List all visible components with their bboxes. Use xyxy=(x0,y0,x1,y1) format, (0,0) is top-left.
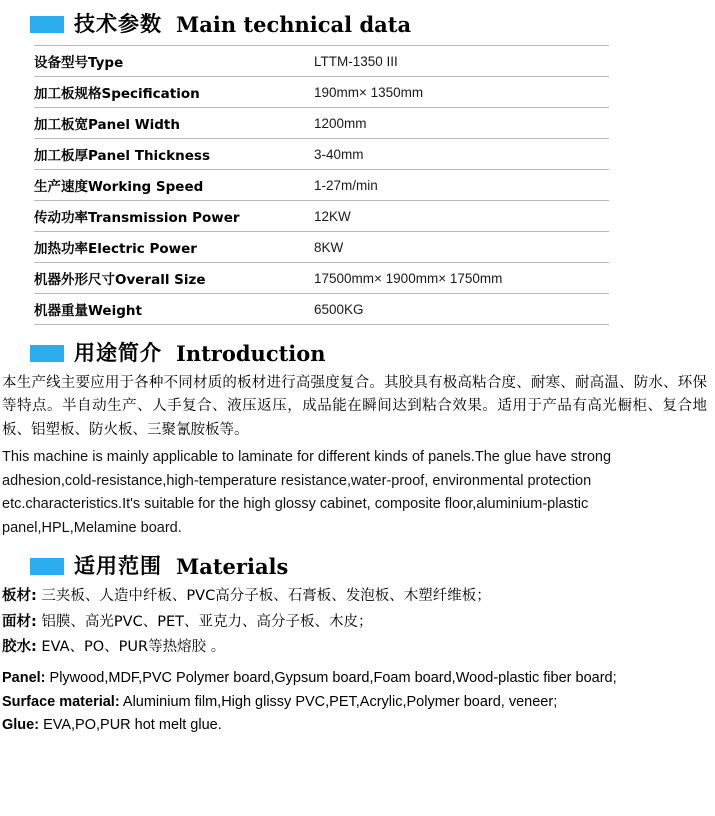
material-value: Plywood,MDF,PVC Polymer board,Gypsum board,Foam board,Wood-plastic fiber board; xyxy=(45,669,617,686)
table-row xyxy=(34,201,609,232)
section-heading-materials xyxy=(30,554,715,580)
table-row xyxy=(34,108,609,139)
material-value: 三夹板、人造中纤板、PVC高分子板、石膏板、发泡板、木塑纤维板； xyxy=(36,588,491,605)
heading-chinese-materials: 适用范围 xyxy=(74,554,162,579)
table-row xyxy=(34,232,609,263)
introduction-english-paragraph: This machine is mainly applicable to laminate for different kinds of panels.The glue have strong adhesion,cold-resistance,high-temperature resistance,water-proof, environmental protection etc.characteristics.It's suitable for the high glossy cabinet, composite floor,aluminium-plastic panel,HPL,Melamine board. xyxy=(2,449,612,536)
spec-value: 3-40mm xyxy=(314,139,609,170)
spec-value: 1200mm xyxy=(314,108,609,139)
spec-key: 机器重量Weight xyxy=(34,294,314,325)
material-line-panel-cn xyxy=(2,585,715,607)
table-row xyxy=(34,139,609,170)
spec-value: 6500KG xyxy=(314,294,609,325)
table-row xyxy=(34,46,609,77)
material-value: EVA、PO、PUR等热熔胶 。 xyxy=(36,639,226,656)
technical-data-table xyxy=(34,45,609,325)
spec-value: 190mm× 1350mm xyxy=(314,77,609,108)
material-label: 板材: xyxy=(2,588,37,605)
heading-english-materials: Materials xyxy=(176,554,289,580)
section-materials xyxy=(0,556,715,737)
table-row xyxy=(34,263,609,294)
spec-key: 设备型号Type xyxy=(34,46,314,77)
section-heading-technical-data xyxy=(30,14,715,35)
heading-english-technical-data: Main technical data xyxy=(176,12,412,37)
spec-key: 机器外形尺寸Overall Size xyxy=(34,263,314,294)
spec-key: 加热功率Electric Power xyxy=(34,232,314,263)
spec-value: 8KW xyxy=(314,232,609,263)
material-line-panel-en xyxy=(2,668,707,690)
blue-square-marker-icon xyxy=(30,558,64,575)
material-line-glue-en xyxy=(2,715,707,737)
spec-key: 加工板宽Panel Width xyxy=(34,108,314,139)
heading-english-introduction: Introduction xyxy=(176,341,326,366)
heading-chinese-introduction: 用途简介 xyxy=(74,341,162,365)
spec-key: 加工板厚Panel Thickness xyxy=(34,139,314,170)
spec-value: 12KW xyxy=(314,201,609,232)
material-label: 面材: xyxy=(2,613,37,630)
material-line-surface-cn xyxy=(2,611,715,633)
material-label: Panel: xyxy=(2,669,46,686)
section-heading-introduction xyxy=(30,343,715,364)
table-row xyxy=(34,294,609,325)
material-label: 胶水: xyxy=(2,639,37,656)
introduction-chinese-paragraph: 本生产线主要应用于各种不同材质的板材进行高强度复合。其胶具有极高粘合度、耐寒、耐高温、防水、环保等特点。半自动生产、人手复合、液压返压，成品能在瞬间达到粘合效果。适用于产品有高光橱柜、复合地板、铝塑板、防火板、三聚氰胺板等。 xyxy=(2,375,707,438)
blue-square-marker-icon xyxy=(30,16,64,33)
spec-key: 加工板规格Specification xyxy=(34,77,314,108)
heading-chinese-technical-data: 技术参数 xyxy=(74,12,162,36)
spec-key: 生产速度Working Speed xyxy=(34,170,314,201)
material-value: Aluminium film,High glissy PVC,PET,Acrylic,Polymer board, veneer; xyxy=(119,693,558,710)
spec-value: 17500mm× 1900mm× 1750mm xyxy=(314,263,609,294)
material-value: 铝膜、高光PVC、PET、亚克力、高分子板、木皮； xyxy=(36,613,373,630)
table-row xyxy=(34,170,609,201)
spec-key: 传动功率Transmission Power xyxy=(34,201,314,232)
spec-value: 1-27m/min xyxy=(314,170,609,201)
table-row xyxy=(34,77,609,108)
material-line-surface-en xyxy=(2,692,707,714)
material-label: Glue: xyxy=(2,717,40,734)
section-technical-data xyxy=(0,0,715,325)
section-introduction xyxy=(0,343,715,540)
spec-value: LTTM-1350 III xyxy=(314,46,609,77)
blue-square-marker-icon xyxy=(30,345,64,362)
material-value: EVA,PO,PUR hot melt glue. xyxy=(39,717,222,734)
material-label: Surface material: xyxy=(2,693,120,710)
material-line-glue-cn xyxy=(2,636,715,658)
